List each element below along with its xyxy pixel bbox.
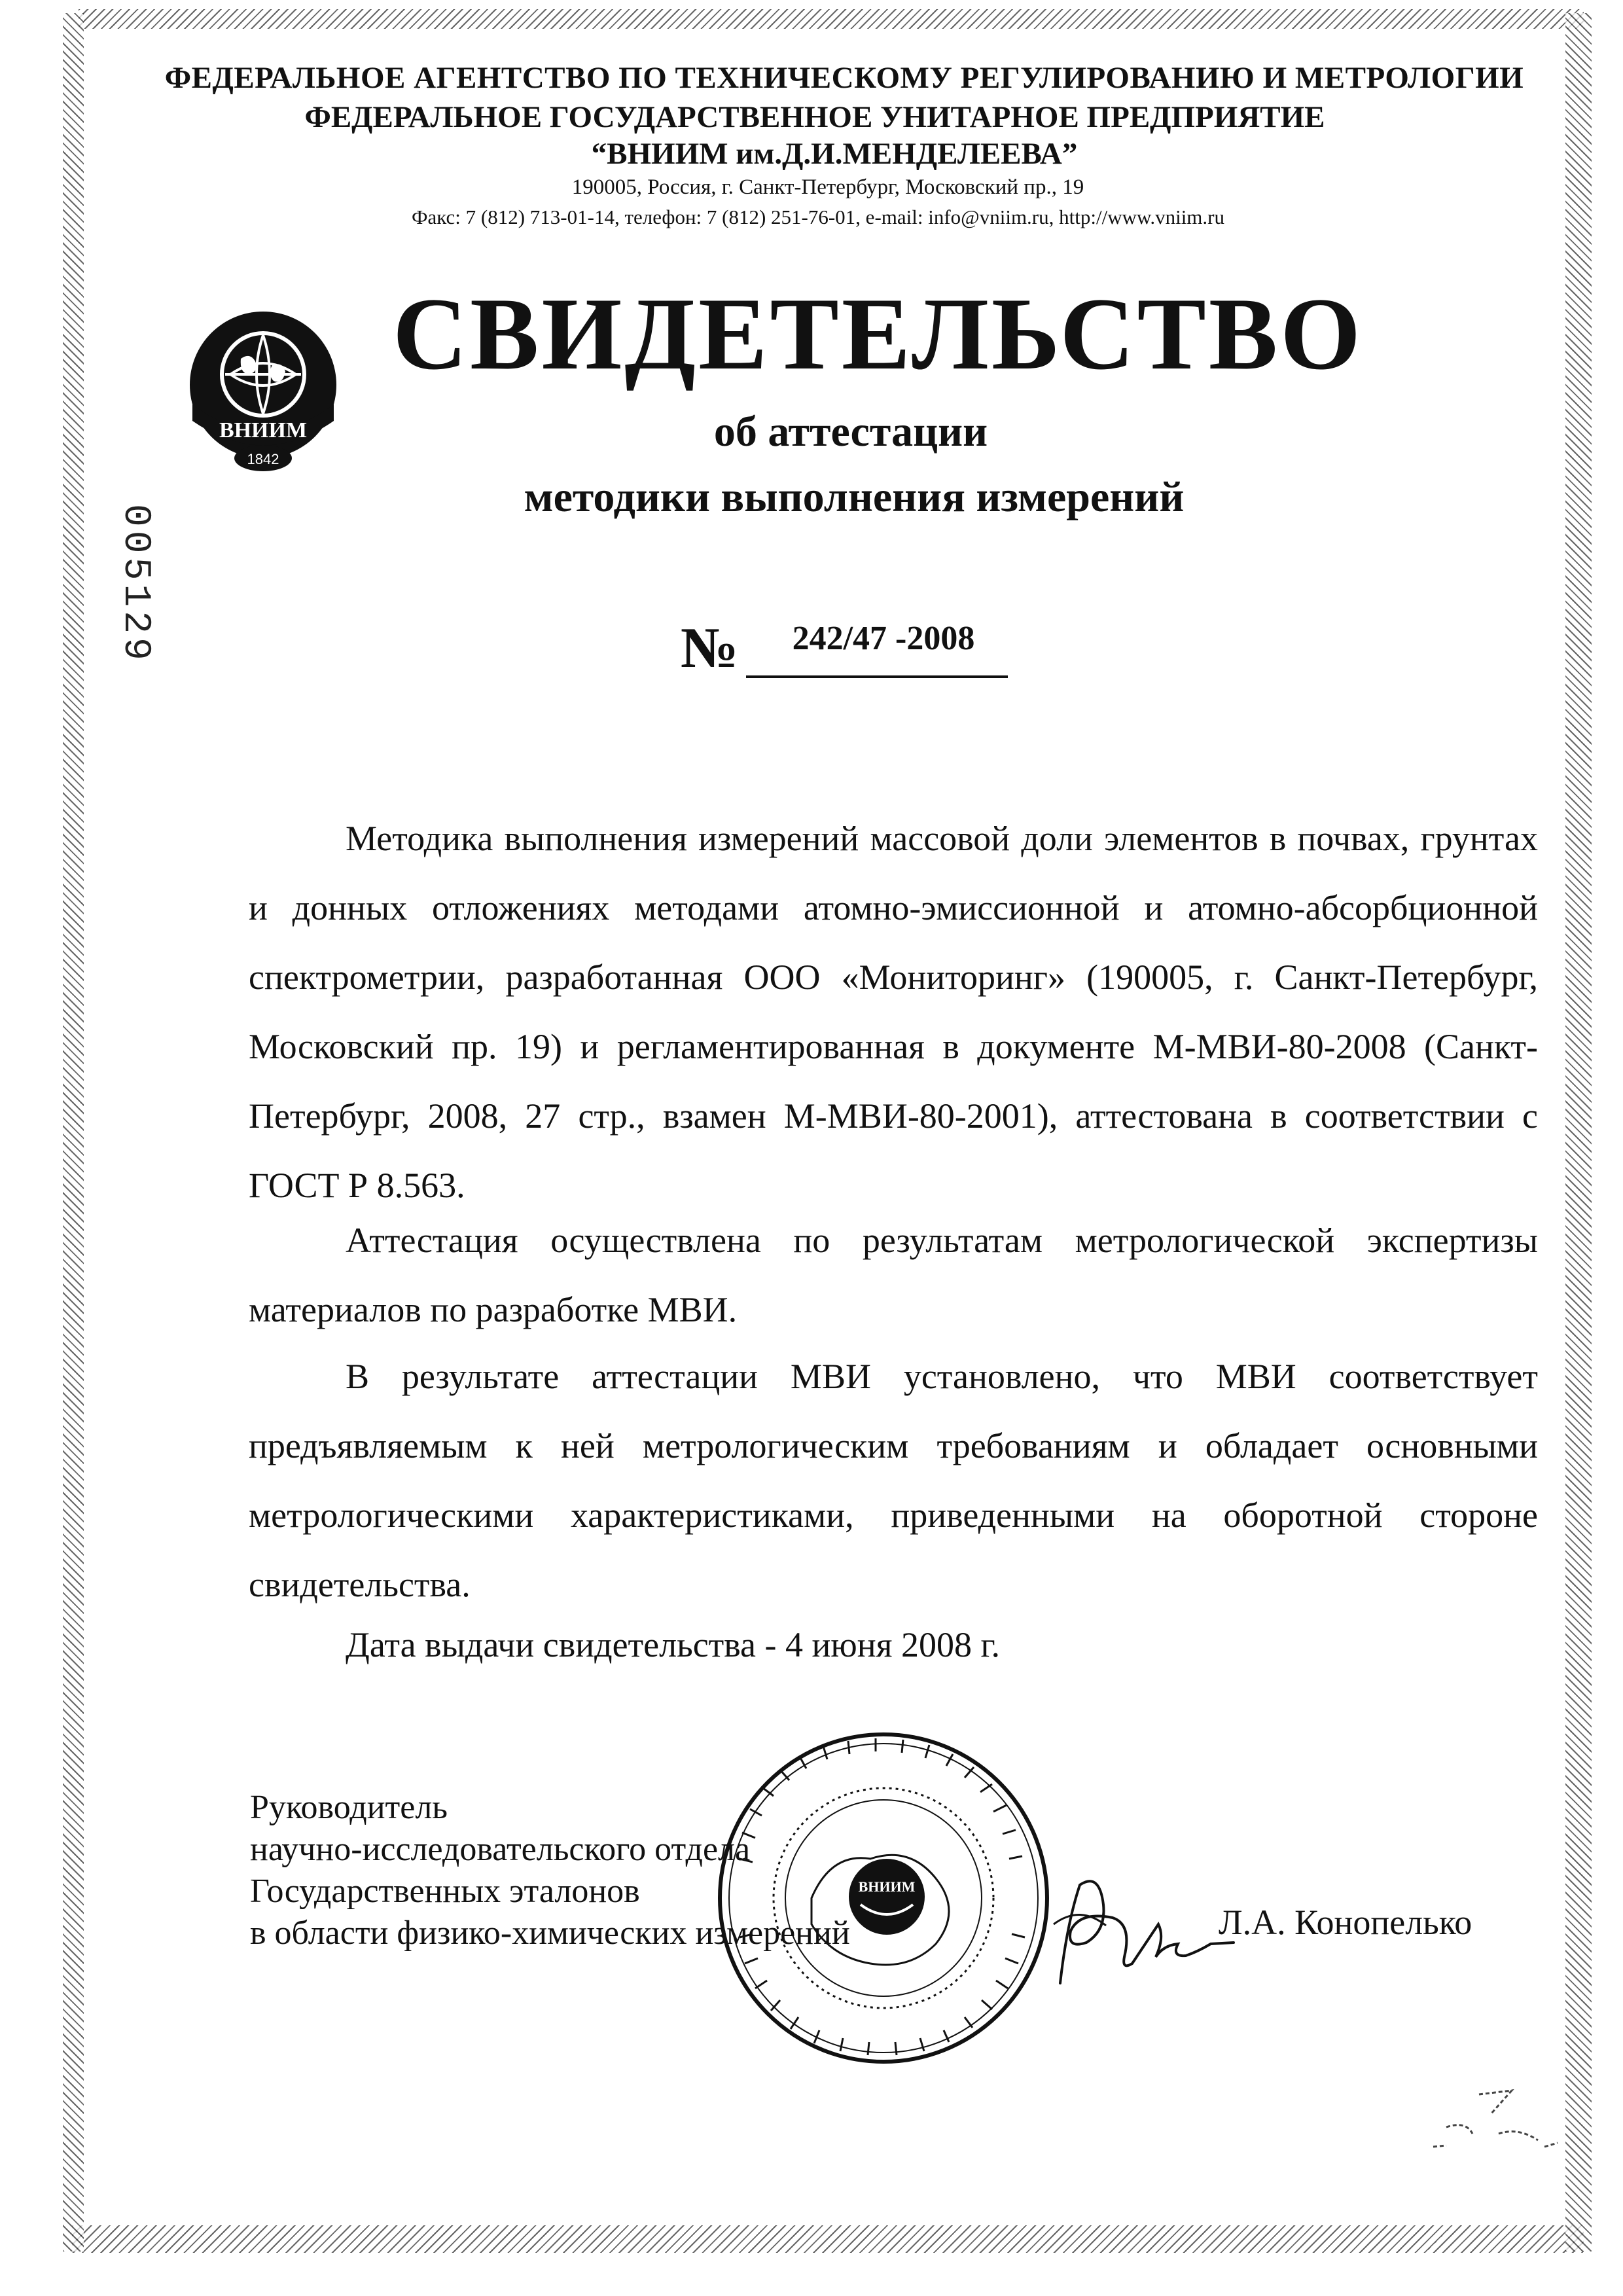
number-underline [746, 675, 1008, 678]
pencil-mark [1407, 2081, 1564, 2160]
document-title: СВИДЕТЕЛЬСТВО [393, 277, 1364, 391]
signatory-title-line-3: Государственных эталонов [250, 1873, 640, 1910]
body-paragraph-3: В результате аттестации МВИ установлено, что МВИ соответствует предъявляемым к ней метрологическим требованиям и обладает основными метрологическими характеристиками, приведенными на оборотной стороне свидетельства. [249, 1357, 1538, 1604]
serial-number-text: 005129 [114, 504, 156, 664]
decorative-border-right [1565, 13, 1592, 2251]
signatory-name: Л.А. Конопелько [1219, 1903, 1472, 1942]
document-subtitle-2: методики выполнения измерений [524, 473, 1185, 521]
decorative-border-top [79, 9, 1584, 29]
serial-number [106, 497, 158, 668]
header-institute: “ВНИИМ им.Д.И.МЕНДЕЛЕЕВА” [591, 137, 1078, 171]
certificate-number: 242/47 -2008 [792, 620, 975, 657]
official-seal [713, 1728, 1054, 2068]
issue-date: Дата выдачи свидетельства - 4 июня 2008 г. [346, 1625, 1001, 1664]
logo-name: ВНИИМ [219, 418, 308, 442]
header-enterprise: ФЕДЕРАЛЬНОЕ ГОСУДАРСТВЕННОЕ УНИТАРНОЕ ПРЕДПРИЯТИЕ [304, 100, 1325, 134]
signatory-title-line-2: научно-исследовательского отдела [250, 1831, 751, 1868]
body-paragraph-1: Методика выполнения измерений массовой доли элементов в почвах, грунтах и донных отложениях методами атомно-эмиссионной и атомно-абсорбционной спектрометрии, разработанная ООО «Мониторинг» (190005, г. Санкт-Петербург, Московский пр. 19) и регламентированная в документе М-МВИ-80-2008 (Санкт-Петербург, 2008, 27 стр., взамен М-МВИ-80-2001), аттестована в соответствии с ГОСТ Р 8.563. [249, 819, 1538, 1205]
header-address: 190005, Россия, г. Санкт-Петербург, Московский пр., 19 [571, 175, 1084, 199]
document-subtitle-1: об аттестации [713, 408, 988, 456]
decorative-border-left [63, 13, 84, 2251]
logo-year: 1842 [247, 451, 279, 467]
decorative-border-bottom [72, 2225, 1584, 2253]
vniim-logo [185, 306, 342, 476]
handwritten-signature [1041, 1865, 1237, 1996]
seal-center-text: ВНИИМ [858, 1878, 916, 1895]
header-agency: ФЕДЕРАЛЬНОЕ АГЕНТСТВО ПО ТЕХНИЧЕСКОМУ РЕГУЛИРОВАНИЮ И МЕТРОЛОГИИ [164, 61, 1524, 95]
signatory-title-line-1: Руководитель [250, 1789, 448, 1826]
signatory-title-line-4: в области физико-химических измерений [250, 1914, 850, 1952]
body-paragraph-2: Аттестация осуществлена по результатам метрологической экспертизы материалов по разработке МВИ. [249, 1221, 1538, 1329]
number-sign: № [681, 617, 739, 680]
header-contacts: Факс: 7 (812) 713-01-14, телефон: 7 (812) 251-76-01, e-mail: info@vniim.ru, http://www.vniim.ru [411, 206, 1224, 228]
